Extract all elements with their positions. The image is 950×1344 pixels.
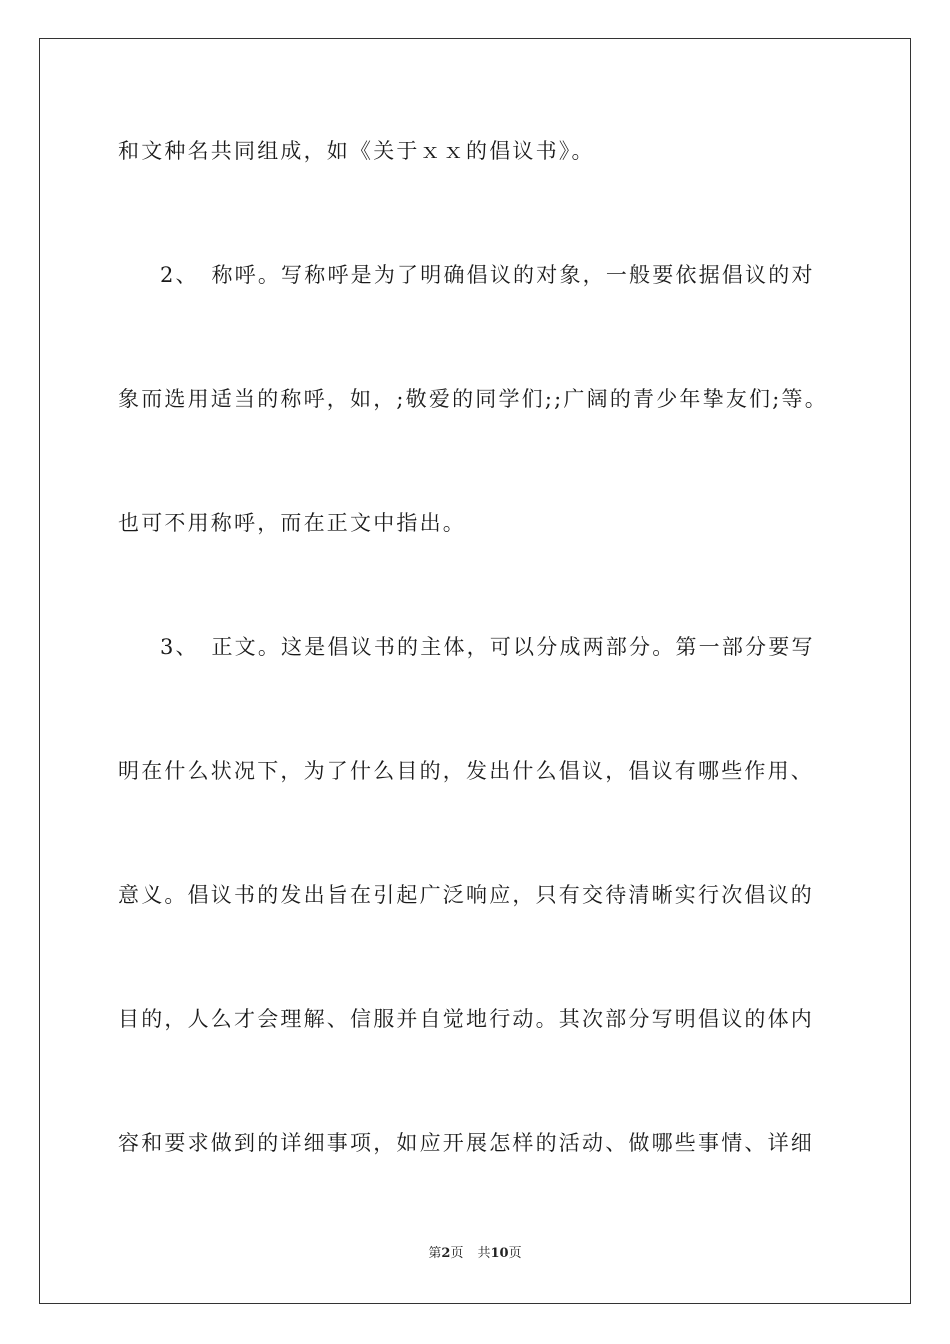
page-footer xyxy=(0,1244,950,1264)
page-suffix: 页 xyxy=(450,1246,464,1261)
text-line: 也可不用称呼，而在正文中指出。 xyxy=(118,511,466,535)
text-line: 象而选用适当的称呼，如，;敬爱的同学们;;广阔的青少年挚友们;等。 xyxy=(118,387,828,411)
total-prefix: 共 xyxy=(477,1246,491,1261)
page-total: 10 xyxy=(490,1246,509,1261)
text-line: 明在什么状况下，为了什么目的，发出什么倡议，倡议有哪些作用、 xyxy=(118,759,814,783)
total-suffix: 页 xyxy=(508,1246,522,1261)
text-line: 2、 称呼。写称呼是为了明确倡议的对象，一般要依据倡议的对 xyxy=(160,263,815,287)
text-line: 容和要求做到的详细事项，如应开展怎样的活动、做哪些事情、详细 xyxy=(118,1131,814,1155)
page-current: 2 xyxy=(441,1246,451,1261)
text-line: 3、 正文。这是倡议书的主体，可以分成两部分。第一部分要写 xyxy=(160,635,815,659)
text-line: 意义。倡议书的发出旨在引起广泛响应，只有交待清晰实行次倡议的 xyxy=(118,883,814,907)
page-prefix: 第 xyxy=(428,1246,442,1261)
text-line: 和文种名共同组成，如《关于ｘｘ的倡议书》。 xyxy=(118,139,595,163)
text-line: 目的，人么才会理解、信服并自觉地行动。其次部分写明倡议的体内 xyxy=(118,1007,814,1031)
page-border xyxy=(39,38,911,1304)
